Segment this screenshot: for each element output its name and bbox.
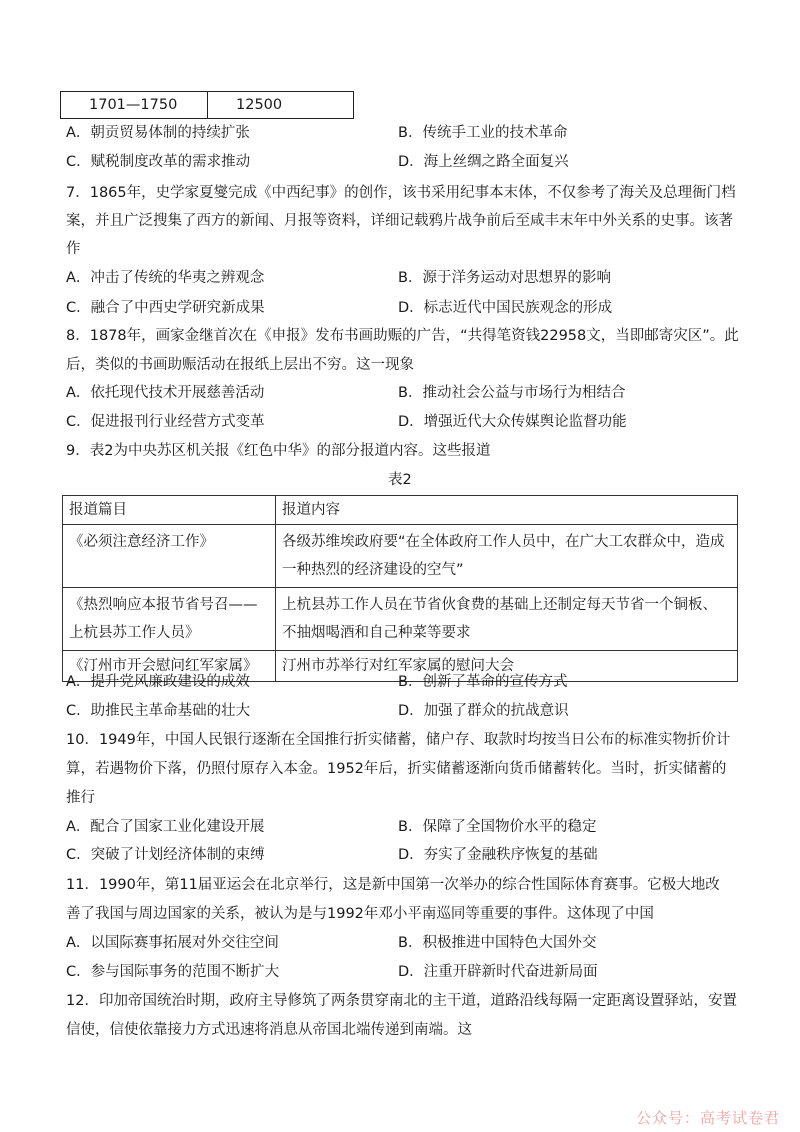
data-table-fragment (60, 91, 354, 119)
q8-option-a: A．依托现代技术开展慈善活动 (66, 385, 265, 401)
q9-stem-line: 9．表2为中央苏区机关报《红色中华》的部分报道内容。这些报道 (66, 443, 491, 459)
q11-option-d: D．注重开辟新时代奋进新局面 (398, 964, 598, 980)
q7-stem-line-2: 案，并且广泛搜集了西方的新闻、月报等资料，详细记载鸦片战争前后至咸丰末年中外关系的史事。该著 (66, 213, 733, 229)
q10-option-b: B．保障了全国物价水平的稳定 (398, 819, 597, 835)
q8-option-d: D．增强近代大众传媒舆论监督功能 (398, 414, 627, 430)
report-title-cell: 《汀州市开会慰问红军家属》 (63, 651, 276, 682)
table-row (63, 588, 738, 651)
q9-option-d: D．加强了群众的抗战意识 (398, 703, 569, 719)
report-title-cell: 《热烈响应本报节省号召——上杭县苏工作人员》 (63, 588, 276, 651)
q6-option-d: D．海上丝绸之路全面复兴 (398, 154, 569, 170)
table-cell-period: 1701—1750 (61, 92, 208, 119)
table-cell-value: 12500 (208, 92, 354, 119)
table-header-row (63, 496, 738, 525)
q7-option-c: C．融合了中西史学研究新成果 (66, 300, 265, 316)
q9-option-a: A．提升党风廉政建设的成效 (66, 674, 250, 690)
report-table (62, 495, 738, 682)
q8-stem-line-2: 后，类似的书画助赈活动在报纸上层出不穷。这一现象 (66, 357, 414, 373)
table-row (63, 525, 738, 588)
q11-stem-line-2: 善了我国与周边国家的关系，被认为是与1992年邓小平南巡同等重要的事件。这体现了中国 (66, 906, 654, 922)
q8-stem-line-1: 8．1878年，画家金继首次在《申报》发布书画助赈的广告，“共得笔资钱22958文，当即邮寄灾区”。此 (66, 328, 739, 344)
q7-option-b: B．源于洋务运动对思想界的影响 (398, 270, 611, 286)
q11-option-b: B．积极推进中国特色大国外交 (398, 935, 597, 951)
q6-option-b: B．传统手工业的技术革命 (398, 125, 568, 141)
report-content-cell: 各级苏维埃政府要“在全体政府工作人员中，在广大工农群众中，造成一种热烈的经济建设的空气” (276, 525, 738, 588)
q12-stem-line-2: 信使，信使依靠接力方式迅速将消息从帝国北端传递到南端。这 (66, 1022, 472, 1038)
q8-option-c: C．促进报刊行业经营方式变革 (66, 414, 265, 430)
q7-stem-line-1: 7．1865年，史学家夏燮完成《中西纪事》的创作，该书采用纪事本末体，不仅参考了海关及总理衙门档 (66, 185, 736, 201)
report-content-cell: 汀州市苏举行对红军家属的慰问大会 (276, 651, 738, 682)
q7-option-a: A．冲击了传统的华夷之辨观念 (66, 270, 265, 286)
report-content-cell: 上杭县苏工作人员在节省伙食费的基础上还制定每天节省一个铜板、不抽烟喝酒和自己种菜等要求 (276, 588, 738, 651)
q6-option-a: A．朝贡贸易体制的持续扩张 (66, 125, 250, 141)
q10-stem-line-2: 算，若遇物价下落，仍照付原存入本金。1952年后，折实储蓄逐渐向货币储蓄转化。当时，折实储蓄的 (66, 761, 727, 777)
q11-option-c: C．参与国际事务的范围不断扩大 (66, 964, 280, 980)
q10-option-d: D．夯实了金融秩序恢复的基础 (398, 847, 598, 863)
report-title-cell: 《必须注意经济工作》 (63, 525, 276, 588)
q10-option-a: A．配合了国家工业化建设开展 (66, 819, 265, 835)
q11-stem-line-1: 11．1990年，第11届亚运会在北京举行，这是新中国第一次举办的综合性国际体育赛事。它极大地改 (66, 877, 720, 893)
q6-option-c: C．赋税制度改革的需求推动 (66, 154, 251, 170)
q7-stem-line-3: 作 (66, 241, 81, 257)
table-2-title: 表2 (388, 472, 412, 488)
header-report-content: 报道内容 (276, 496, 738, 525)
q12-stem-line-1: 12．印加帝国统治时期，政府主导修筑了两条贯穿南北的主干道，道路沿线每隔一定距离设置驿站，安置 (66, 993, 737, 1009)
q11-option-a: A．以国际赛事拓展对外交往空间 (66, 935, 279, 951)
q10-stem-line-3: 推行 (66, 790, 95, 806)
q10-option-c: C．突破了计划经济体制的束缚 (66, 847, 265, 863)
watermark: 公众号：高考试卷君 (635, 1109, 780, 1127)
q9-option-c: C．助推民主革命基础的壮大 (66, 703, 251, 719)
q9-option-b: B．创新了革命的宣传方式 (398, 674, 568, 690)
q10-stem-line-1: 10．1949年，中国人民银行逐渐在全国推行折实储蓄，储户存、取款时均按当日公布的标准实物折价计 (66, 732, 731, 748)
table-row (61, 92, 354, 119)
q8-option-b: B．推动社会公益与市场行为相结合 (398, 385, 626, 401)
q7-option-d: D．标志近代中国民族观念的形成 (398, 300, 613, 316)
header-report-title: 报道篇目 (63, 496, 276, 525)
